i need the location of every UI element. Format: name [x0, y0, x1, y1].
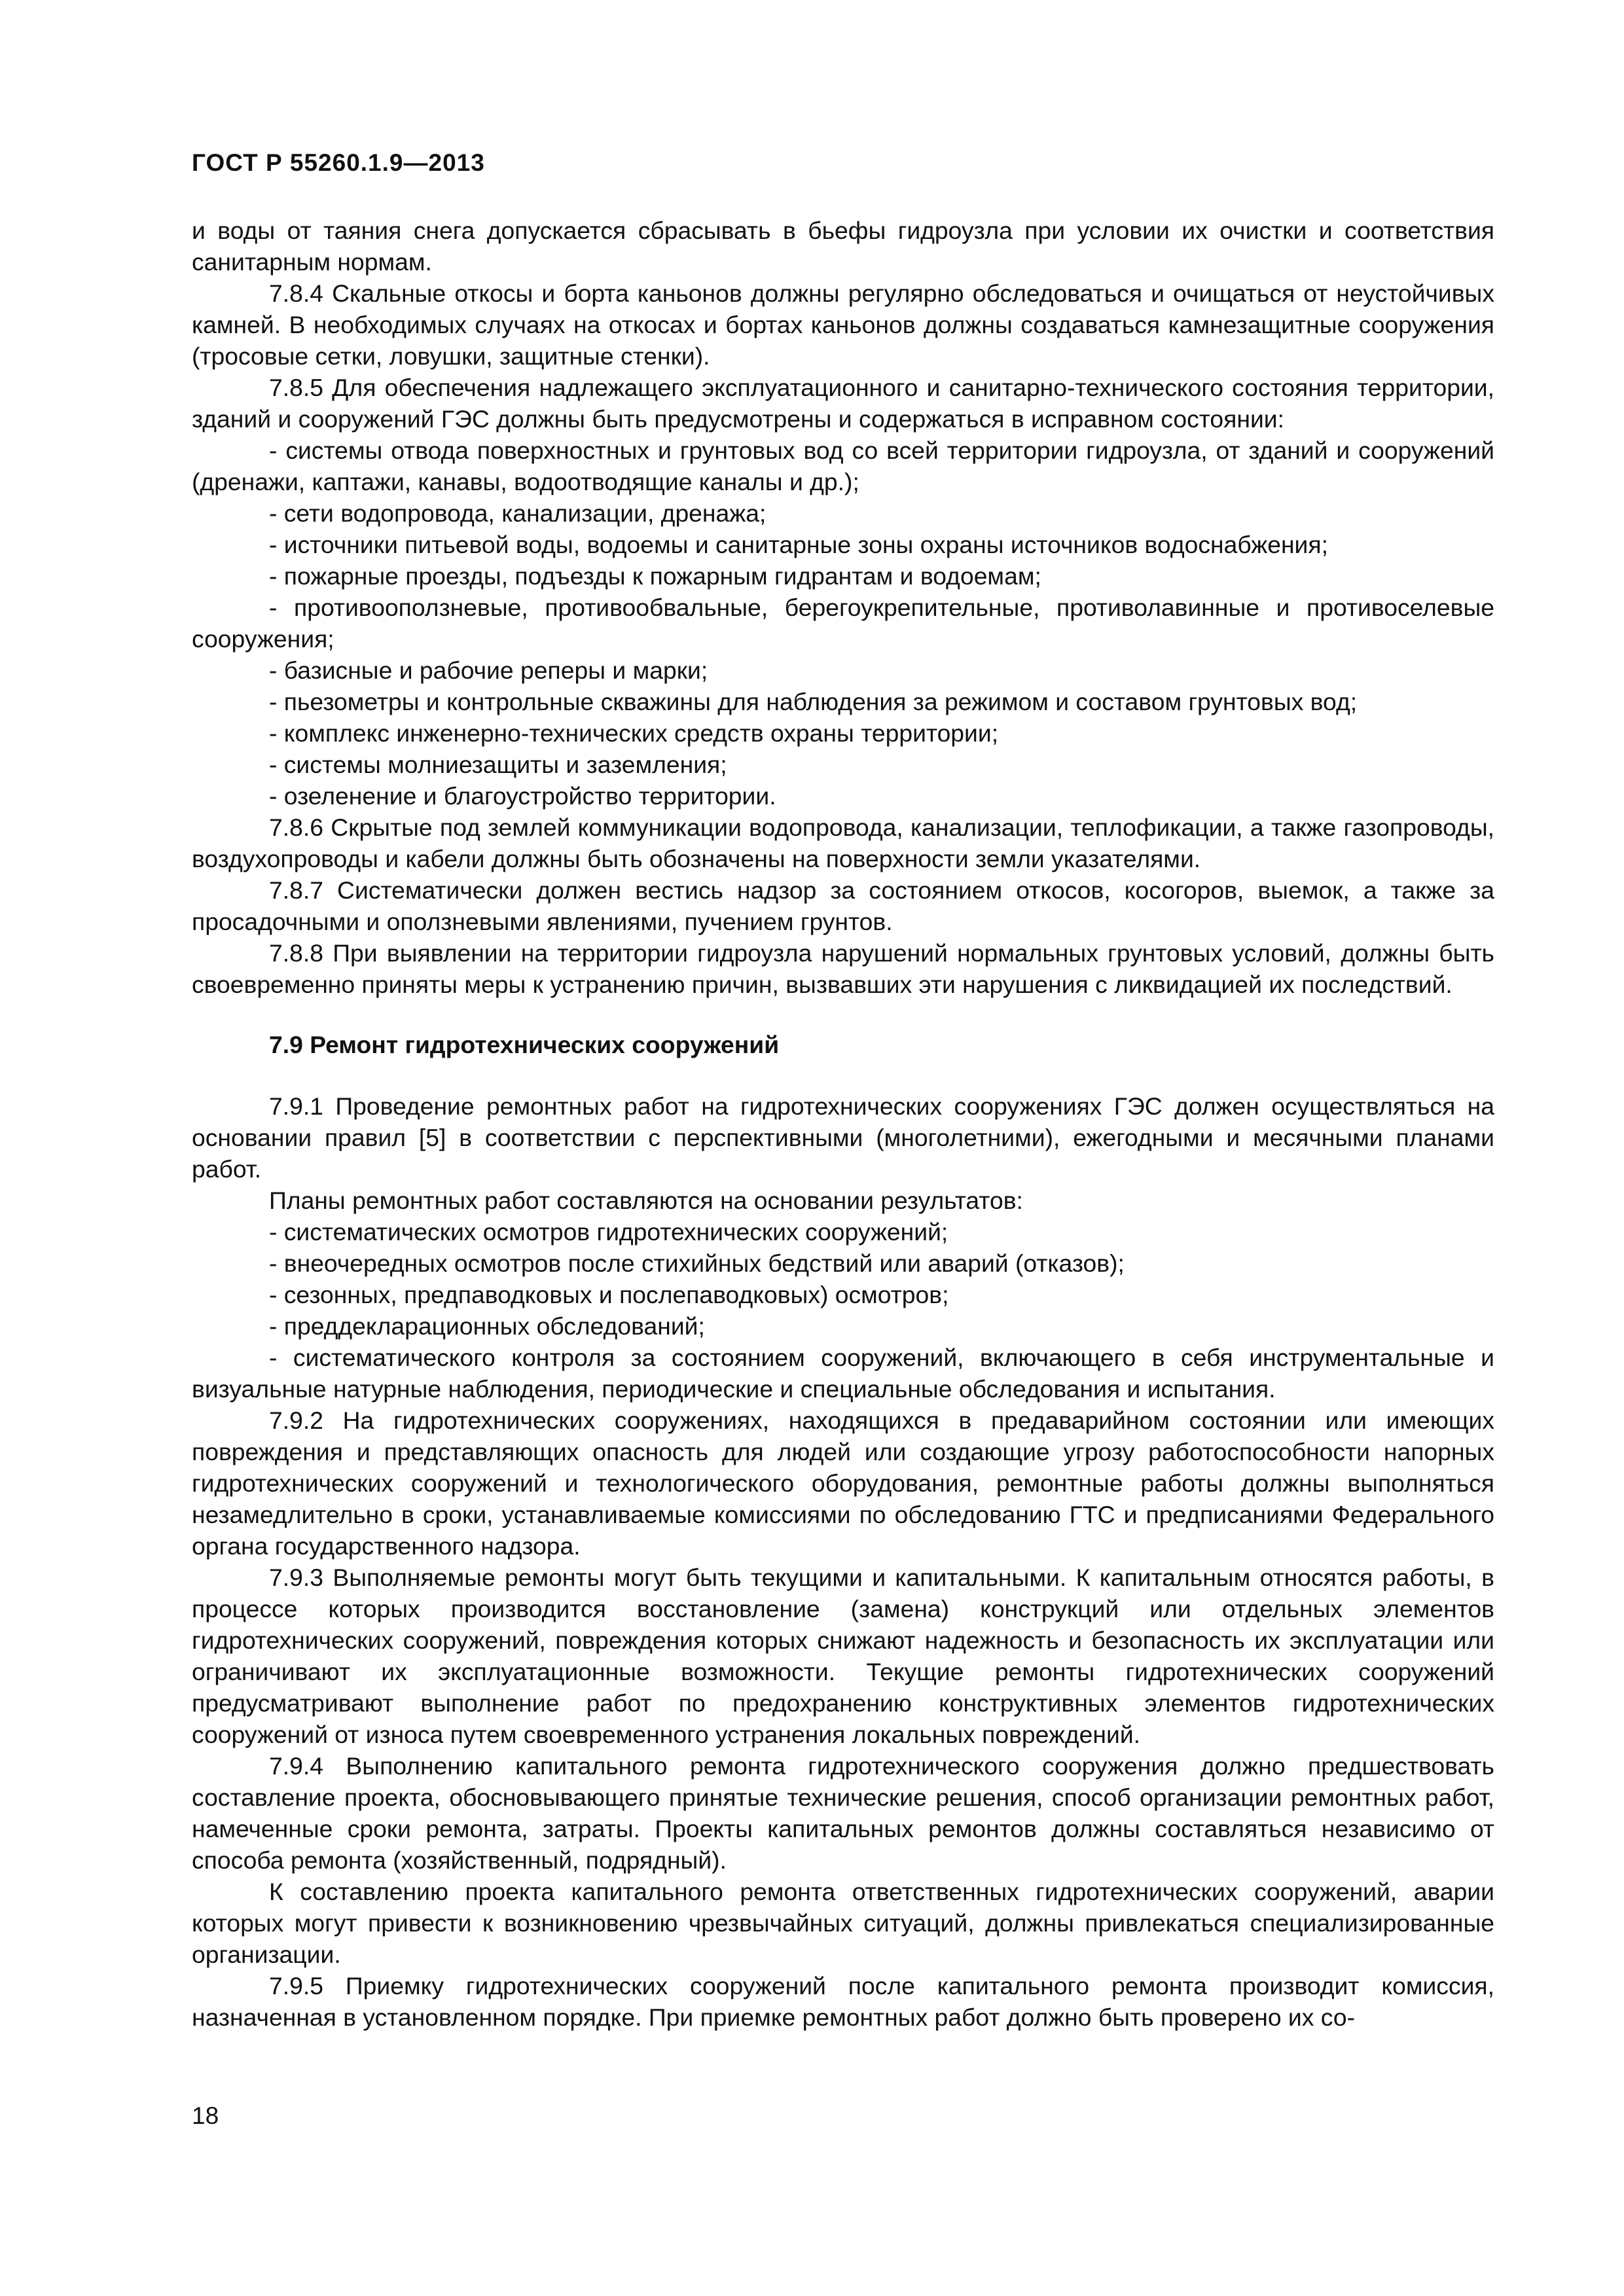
paragraph: К составлению проекта капитального ремонта ответственных гидротехнических сооружений, аварии которых могут привести к возникновению чрезвычайных ситуаций, должны привлекаться специализированные организации.: [192, 1878, 1494, 1968]
paragraph: - сезонных, предпаводковых и послепаводковых) осмотров;: [269, 1281, 949, 1308]
paragraph: - системы отвода поверхностных и грунтовых вод со всей территории гидроузла, от зданий и сооружений (дренажи, каптажи, канавы, водоотводящие каналы и др.);: [192, 437, 1494, 495]
paragraph: - сети водопровода, канализации, дренажа;: [269, 499, 767, 527]
section-heading: 7.9 Ремонт гидротехнических сооружений: [269, 1031, 780, 1058]
paragraph: - преддекларационных обследований;: [269, 1312, 705, 1340]
paragraph: - внеочередных осмотров после стихийных бедствий или аварий (отказов);: [269, 1249, 1125, 1277]
paragraph: - систематического контроля за состоянием сооружений, включающего в себя инструментальные и визуальные натурные наблюдения, периодические и специальные обследования и испытания.: [192, 1344, 1494, 1403]
paragraph: 7.9.3 Выполняемые ремонты могут быть текущими и капитальными. К капитальным относятся работы, в процессе которых производится восстановление (замена) конструкций или отдельных элементов гидротехнических сооружений, повреждения которых снижают надежность и безопасность их эксплуатации или ограничивают их эксплуатационные возможности. Текущие ремонты гидротехнических сооружений предусматривают выполнение работ по предохранению конструктивных элементов гидротехнических сооружений от износа путем своевременного устранения локальных повреждений.: [192, 1564, 1494, 1748]
paragraph: - пьезометры и контрольные скважины для наблюдения за режимом и составом грунтовых вод;: [269, 688, 1358, 715]
paragraph: 7.8.8 При выявлении на территории гидроузла нарушений нормальных грунтовых условий, должны быть своевременно приняты меры к устранению причин, вызвавших эти нарушения с ликвидацией их последствий.: [192, 939, 1494, 998]
paragraph: - системы молниезащиты и заземления;: [269, 751, 727, 778]
paragraph: - систематических осмотров гидротехнических сооружений;: [269, 1218, 948, 1246]
page-number: 18: [192, 2102, 219, 2129]
document-body: [192, 215, 1494, 2033]
paragraph: 7.9.1 Проведение ремонтных работ на гидротехнических сооружениях ГЭС должен осуществляться на основании правил [5] в соответствии с перспективными (многолетними), ежегодными и месячными планами работ.: [192, 1092, 1494, 1183]
paragraph: 7.8.6 Скрытые под землей коммуникации водопровода, канализации, теплофикации, а также газопроводы, воздухопроводы и кабели должны быть обозначены на поверхности земли указателями.: [192, 814, 1494, 872]
paragraph: 7.9.4 Выполнению капитального ремонта гидротехнического сооружения должно предшествовать составление проекта, обосновывающего принятые технические решения, способ организации ремонтных работ, намеченные сроки ремонта, затраты. Проекты капитальных ремонтов должны составляться независимо от способа ремонта (хозяйственный, подрядный).: [192, 1752, 1494, 1874]
paragraph: 7.8.4 Скальные откосы и борта каньонов должны регулярно обследоваться и очищаться от неустойчивых камней. В необходимых случаях на откосах и бортах каньонов должны создаваться камнезащитные сооружения (тросовые сетки, ловушки, защитные стенки).: [192, 279, 1494, 370]
paragraph: Планы ремонтных работ составляются на основании результатов:: [269, 1187, 1023, 1214]
paragraph-continuation: и воды от таяния снега допускается сбрасывать в бьефы гидроузла при условии их очистки и соответствия санитарным нормам.: [192, 217, 1494, 276]
document-code-header: ГОСТ Р 55260.1.9—2013: [192, 149, 485, 176]
paragraph: - источники питьевой воды, водоемы и санитарные зоны охраны источников водоснабжения;: [269, 531, 1328, 558]
paragraph: 7.9.5 Приемку гидротехнических сооружений после капитального ремонта производит комиссия, назначенная в установленном порядке. При приемке ремонтных работ должно быть проверено их со-: [192, 1972, 1494, 2031]
paragraph: 7.8.5 Для обеспечения надлежащего эксплуатационного и санитарно-технического состояния территории, зданий и сооружений ГЭС должны быть предусмотрены и содержаться в исправном состоянии:: [192, 374, 1494, 433]
paragraph: - озеленение и благоустройство территории.: [269, 782, 776, 810]
paragraph: - базисные и рабочие реперы и марки;: [269, 656, 708, 684]
paragraph: 7.8.7 Систематически должен вестись надзор за состоянием откосов, косогоров, выемок, а также за просадочными и оползневыми явлениями, пучением грунтов.: [192, 876, 1494, 935]
paragraph: - комплекс инженерно-технических средств охраны территории;: [269, 719, 999, 747]
paragraph: - пожарные проезды, подъезды к пожарным гидрантам и водоемам;: [269, 562, 1041, 590]
paragraph: - противооползневые, противообвальные, берегоукрепительные, противолавинные и противоселевые сооружения;: [192, 594, 1494, 653]
paragraph: 7.9.2 На гидротехнических сооружениях, находящихся в предаварийном состоянии или имеющих повреждения и представляющих опасность для людей или создающие угрозу работоспособности напорных гидротехнических сооружений и технологического оборудования, ремонтные работы должны выполняться незамедлительно в сроки, устанавливаемые комиссиями по обследованию ГТС и предписаниями Федерального органа государственного надзора.: [192, 1407, 1494, 1560]
